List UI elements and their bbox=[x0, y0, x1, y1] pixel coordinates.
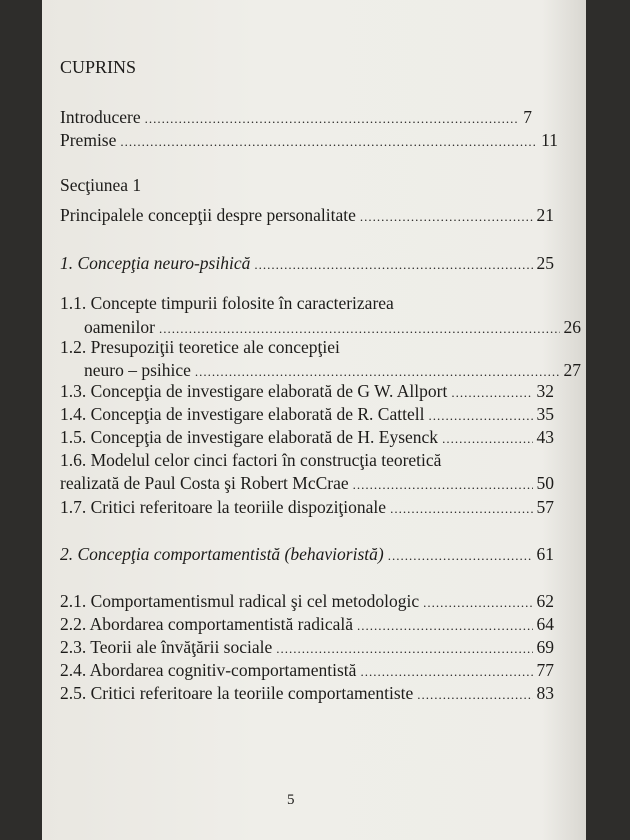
toc-entry-page: 27 bbox=[563, 360, 581, 380]
toc-entry-text: 2.2. Abordarea comportamentistă radicală bbox=[60, 614, 354, 634]
toc-entry-page: 61 bbox=[536, 544, 554, 564]
toc-entry-text: 1.4. Concepţia de investigare elaborată de R. Cattell bbox=[60, 404, 425, 424]
toc-entry-text: 1.1. Concepte timpurii folosite în caracterizarea bbox=[60, 293, 394, 313]
toc-entry-page: 26 bbox=[563, 317, 581, 337]
toc-entry-text: Principalele concepţii despre personalitate bbox=[60, 205, 356, 225]
toc-entry-text: Introducere bbox=[60, 107, 141, 127]
toc-leader-dots bbox=[254, 252, 532, 278]
toc-entry-page: 7 bbox=[523, 107, 532, 127]
toc-entry-text: 1.2. Presupoziţii teoretice ale concepţiei bbox=[60, 337, 340, 357]
page-number: 5 bbox=[287, 792, 295, 808]
toc-leader-dots bbox=[442, 426, 532, 452]
book-page bbox=[42, 0, 586, 840]
toc-entry-page: 57 bbox=[536, 497, 554, 517]
toc-entry bbox=[60, 202, 554, 228]
toc-entry-page: 21 bbox=[536, 205, 554, 225]
toc-entry-page: 43 bbox=[536, 427, 554, 447]
toc-entry-continuation: realizată de Paul Costa şi Robert McCrae bbox=[60, 473, 349, 493]
toc-entry-page: 25 bbox=[536, 253, 554, 273]
toc-leader-dots bbox=[390, 496, 532, 522]
toc-title: CUPRINS bbox=[60, 57, 137, 77]
toc-entry-continuation: oamenilor bbox=[84, 317, 155, 337]
toc-entry-page: 62 bbox=[536, 591, 554, 611]
toc-chapter-entry bbox=[60, 250, 554, 276]
toc-leader-dots bbox=[417, 682, 532, 708]
toc-entry-page: 50 bbox=[536, 473, 554, 493]
toc-leader-dots bbox=[360, 204, 533, 230]
toc-entry-text: 1.5. Concepţia de investigare elaborată de H. Eysenck bbox=[60, 427, 439, 447]
toc-leader-dots bbox=[120, 129, 537, 155]
toc-entry bbox=[60, 680, 554, 706]
toc-entry-text: Premise bbox=[60, 130, 117, 150]
toc-entry-text: 2.4. Abordarea cognitiv-comportamentistă bbox=[60, 660, 357, 680]
toc-entry-page: 11 bbox=[541, 130, 558, 150]
toc-entry-continuation: neuro – psihice bbox=[84, 360, 191, 380]
toc-entry bbox=[60, 470, 554, 496]
toc-entry bbox=[60, 494, 554, 520]
toc-entry-text: 2. Concepţia comportamentistă (behavioristă) bbox=[60, 544, 384, 564]
section-heading: Secţiunea 1 bbox=[60, 175, 142, 195]
toc-entry-page: 77 bbox=[536, 660, 554, 680]
toc-entry-text: 1. Concepţia neuro-psihică bbox=[60, 253, 251, 273]
toc-entry-page: 35 bbox=[536, 404, 554, 424]
toc-entry-text: 1.6. Modelul celor cinci factori în construcţia teoretică bbox=[60, 450, 442, 470]
toc-entry-page: 83 bbox=[536, 683, 554, 703]
toc-chapter-entry bbox=[60, 541, 554, 567]
toc-entry-page: 69 bbox=[536, 637, 554, 657]
toc-entry-page: 32 bbox=[536, 381, 554, 401]
toc-entry bbox=[60, 127, 558, 153]
toc-entry-page: 64 bbox=[536, 614, 554, 634]
toc-leader-dots bbox=[388, 543, 533, 569]
toc-entry-text: 2.1. Comportamentismul radical şi cel metodologic bbox=[60, 591, 420, 611]
toc-entry-text: 2.5. Critici referitoare la teoriile comportamentiste bbox=[60, 683, 414, 703]
toc-entry-text: 2.3. Teorii ale învăţării sociale bbox=[60, 637, 273, 657]
toc-entry-text: 1.3. Concepţia de investigare elaborată de G W. Allport bbox=[60, 381, 448, 401]
toc-entry-text: 1.7. Critici referitoare la teoriile dispoziţionale bbox=[60, 497, 387, 517]
